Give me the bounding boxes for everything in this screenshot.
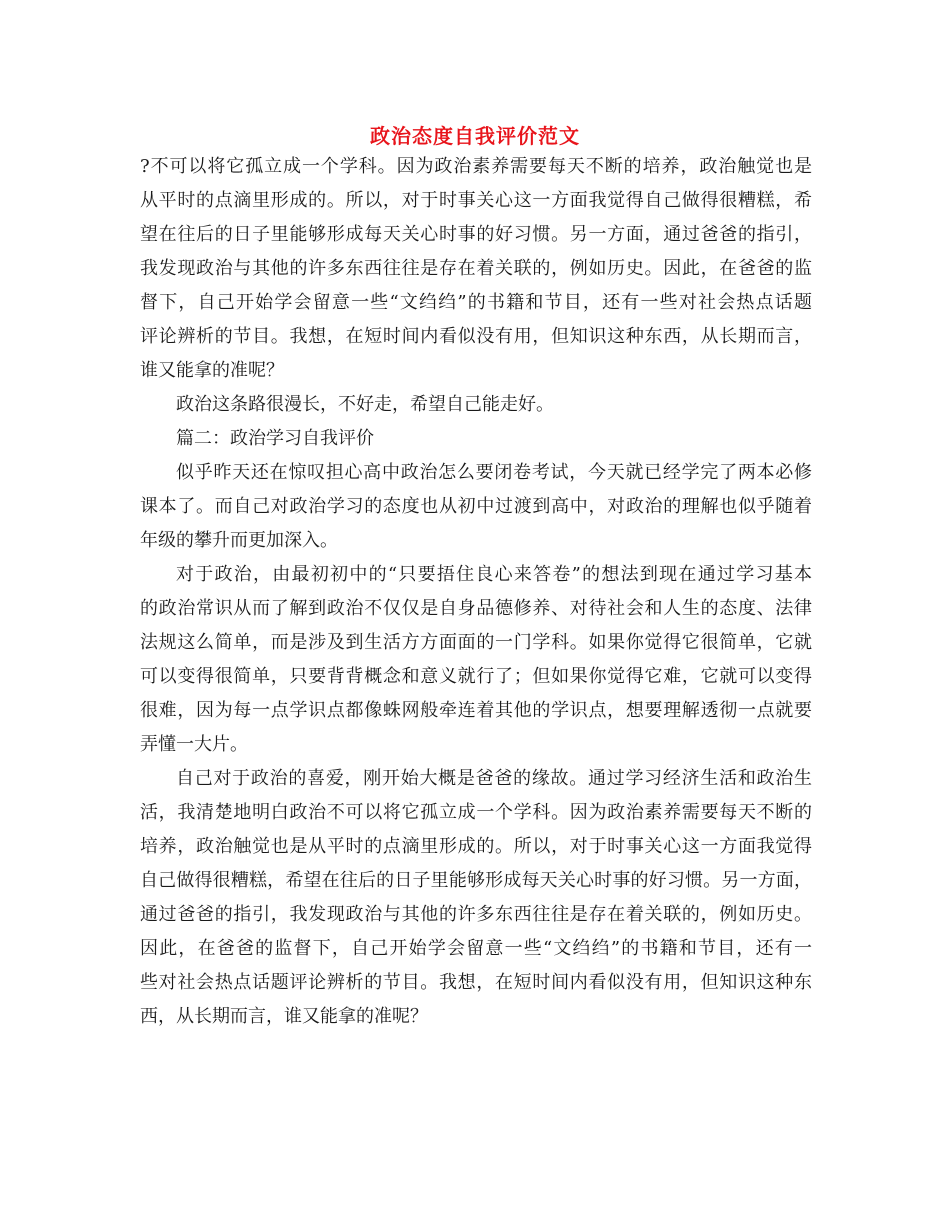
paragraph-line: 政治这条路很漫长，不好走，希望自己能走好。 bbox=[176, 394, 554, 415]
paragraph-line: 似乎昨天还在惊叹担心高中政治怎么要闭卷考试，今天就已经学完了两本必修 bbox=[176, 462, 812, 483]
paragraph-line: 通过爸爸的指引，我发现政治与其他的许多东西往往是存在着关联的，例如历史。 bbox=[140, 904, 812, 925]
paragraph bbox=[140, 388, 812, 422]
paragraph-line: 自己对于政治的喜爱，刚开始大概是爸爸的缘故。通过学习经济生活和政治生 bbox=[176, 768, 812, 789]
paragraph-line: 西，从长期而言，谁又能拿的准呢？ bbox=[140, 1006, 428, 1027]
paragraph-line: 法规这么简单，而是涉及到生活方方面面的一门学科。如果你觉得它很简单，它就 bbox=[140, 632, 812, 653]
paragraph-line: 可以变得很简单，只要背背概念和意义就行了；但如果你觉得它难，它就可以变得 bbox=[140, 666, 812, 687]
document-title: 政治态度自我评价范文 bbox=[370, 124, 580, 148]
paragraph-line: 从平时的点滴里形成的。所以，对于时事关心这一方面我觉得自己做得很糟糕，希 bbox=[140, 190, 812, 211]
paragraph bbox=[140, 422, 812, 456]
paragraph-line: 的政治常识从而了解到政治不仅仅是自身品德修养、对待社会和人生的态度、法律 bbox=[140, 598, 812, 619]
paragraph-line: 培养，政治触觉也是从平时的点滴里形成的。所以，对于时事关心这一方面我觉得 bbox=[140, 836, 812, 857]
paragraph-line: 年级的攀升而更加深入。 bbox=[140, 530, 338, 551]
paragraph-line: 弄懂一大片。 bbox=[140, 734, 248, 755]
document-body bbox=[140, 150, 812, 1034]
paragraph-line: 望在往后的日子里能够形成每天关心时事的好习惯。另一方面，通过爸爸的指引， bbox=[140, 224, 812, 245]
paragraph-line: ?不可以将它孤立成一个学科。因为政治素养需要每天不断的培养，政治触觉也是 bbox=[140, 156, 812, 177]
paragraph-line: 自己做得很糟糕，希望在往后的日子里能够形成每天关心时事的好习惯。另一方面， bbox=[140, 870, 812, 891]
paragraph-line: 些对社会热点话题评论辨析的节目。我想，在短时间内看似没有用，但知识这种东 bbox=[140, 972, 812, 993]
paragraph bbox=[140, 762, 812, 1034]
paragraph-line: 篇二：政治学习自我评价 bbox=[176, 428, 374, 449]
paragraph-line: 对于政治，由最初初中的“只要捂住良心来答卷”的想法到现在通过学习基本 bbox=[176, 564, 812, 585]
paragraph-line: 因此，在爸爸的监督下，自己开始学会留意一些“文绉绉”的书籍和节目，还有一 bbox=[140, 938, 812, 959]
paragraph-line: 我发现政治与其他的许多东西往往是存在着关联的，例如历史。因此，在爸爸的监 bbox=[140, 258, 812, 279]
paragraph-line: 评论辨析的节目。我想，在短时间内看似没有用，但知识这种东西，从长期而言， bbox=[140, 326, 812, 347]
paragraph bbox=[140, 456, 812, 558]
paragraph-line: 督下，自己开始学会留意一些“文绉绉”的书籍和节目，还有一些对社会热点话题 bbox=[140, 292, 812, 313]
paragraph-line: 活，我清楚地明白政治不可以将它孤立成一个学科。因为政治素养需要每天不断的 bbox=[140, 802, 812, 823]
paragraph bbox=[140, 558, 812, 762]
paragraph bbox=[140, 150, 812, 388]
paragraph-line: 课本了。而自己对政治学习的态度也从初中过渡到高中，对政治的理解也似乎随着 bbox=[140, 496, 812, 517]
paragraph-line: 很难，因为每一点学识点都像蛛网般牵连着其他的学识点，想要理解透彻一点就要 bbox=[140, 700, 812, 721]
paragraph-line: 谁又能拿的准呢？ bbox=[140, 360, 284, 381]
